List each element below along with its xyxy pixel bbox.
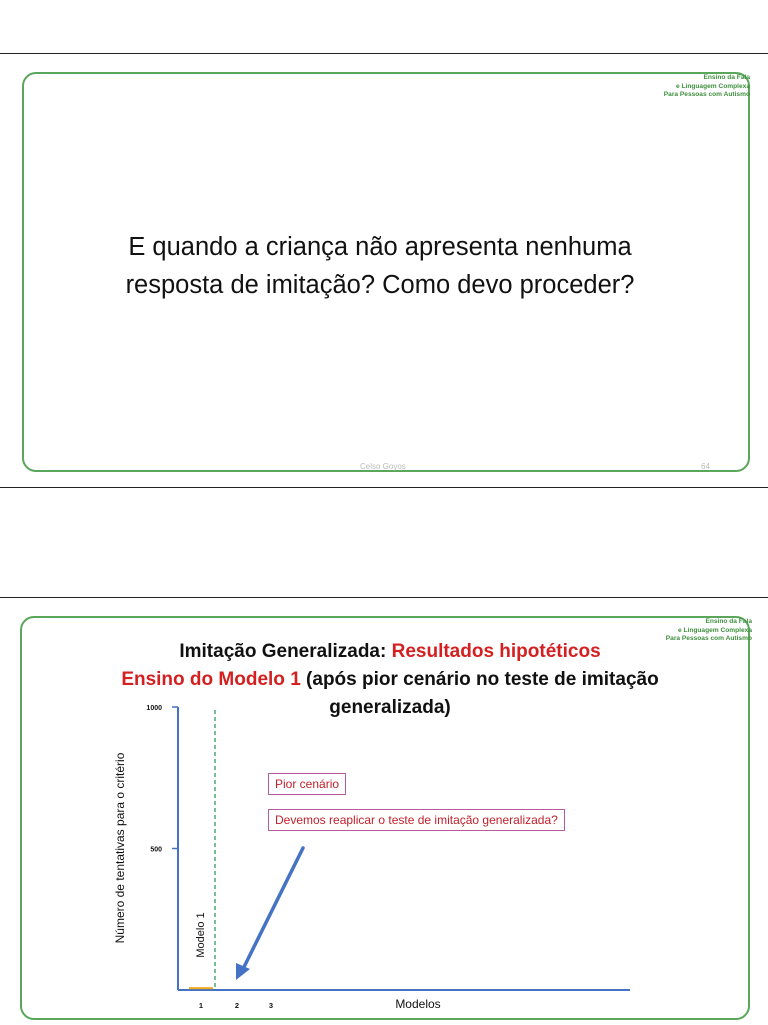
footer-author: Celso Goyos (360, 462, 406, 471)
footer-page-number: 64 (701, 462, 710, 471)
slide-title (110, 638, 670, 722)
x-tick-label: 2 (234, 1001, 240, 1010)
pointer-arrow-shaft (242, 848, 303, 971)
title-part-1: Imitação Generalizada: (179, 641, 392, 662)
title-part-4: (após pior cenário no teste de imitação generalizada) (300, 669, 659, 718)
annotation-modelo-1: Modelo 1 (195, 912, 207, 958)
callout-reapply-question: Devemos reaplicar o teste de imitação generalizada? (268, 809, 565, 831)
y-tick-label: 1000 (146, 705, 162, 712)
y-axis-label: Número de tentativas para o critério (113, 752, 127, 944)
brand-line-2: e Linguagem Complexa (675, 82, 750, 90)
question-line-2: resposta de imitação? Como devo proceder? (125, 271, 635, 299)
brand-line-2: e Linguagem Complexa (677, 626, 752, 634)
callout-worst-case: Pior cenário (268, 773, 346, 795)
x-axis-label: Modelos (395, 997, 441, 1011)
x-tick-label: 1 (198, 1001, 204, 1010)
title-part-2: Resultados hipotéticos (391, 641, 601, 662)
bar (189, 987, 213, 989)
question-line-1: E quando a criança não apresenta nenhuma (128, 233, 632, 261)
x-tick-label: 3 (268, 1001, 274, 1010)
brand-logo-text (664, 74, 750, 100)
slide-1 (0, 53, 768, 488)
title-part-3: Ensino do Modelo 1 (121, 669, 301, 690)
y-tick-label: 500 (150, 846, 162, 854)
brand-line-1: Ensino da Fala (705, 618, 752, 625)
slide-2 (0, 597, 768, 1024)
brand-line-3: Para Pessoas com Autismo (663, 91, 750, 98)
brand-line-1: Ensino da Fala (703, 74, 750, 81)
brand-line-3: Para Pessoas com Autismo (665, 635, 752, 642)
slide-question (40, 228, 720, 304)
